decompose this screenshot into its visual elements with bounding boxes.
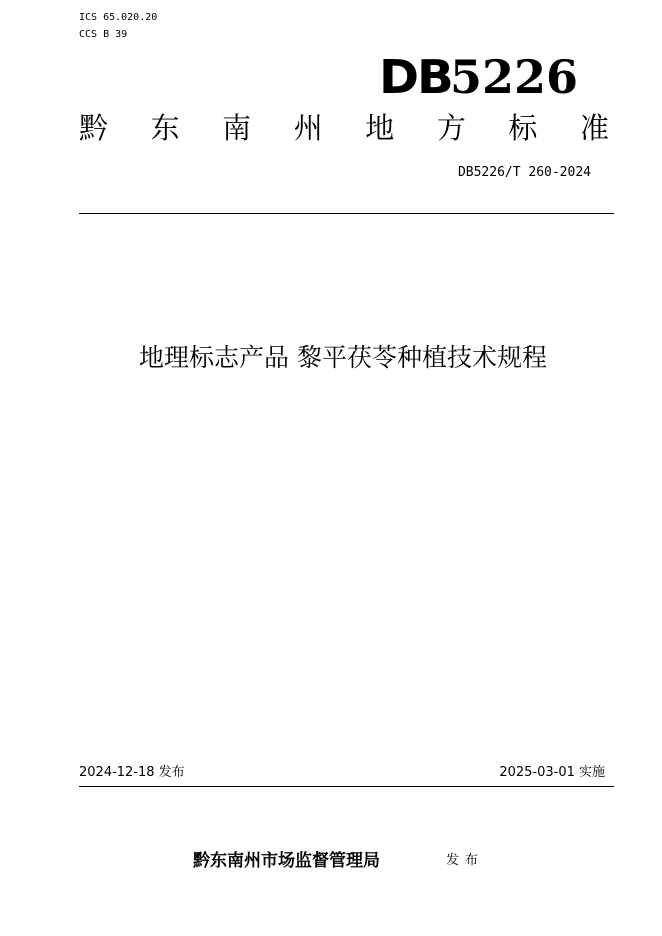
document-title: 地理标志产品 黎平茯苓种植技术规程	[139, 343, 547, 372]
ccs-code: CCS B 39	[79, 29, 128, 40]
standard-number: DB5226/T 260-2024	[457, 165, 591, 180]
logo-number: 5226	[449, 50, 578, 104]
issuer-action: 发布	[446, 853, 485, 868]
standard-title-char: 准	[579, 111, 609, 145]
implement-date: 2025-03-01 实施	[499, 765, 605, 780]
standard-title-char: 黔	[79, 111, 109, 145]
bottom-divider	[79, 786, 614, 787]
standard-title-char: 州	[293, 111, 323, 145]
db-logo	[378, 50, 578, 104]
top-divider	[79, 213, 614, 214]
standard-title-char: 南	[222, 111, 252, 145]
issuer-name: 黔东南州市场监督管理局	[193, 851, 380, 871]
standard-title	[79, 108, 609, 148]
logo-prefix: DB	[378, 50, 452, 104]
publish-date: 2024-12-18 发布	[79, 765, 185, 780]
ics-code: ICS 65.020.20	[79, 12, 158, 23]
standard-title-char: 标	[508, 111, 538, 145]
standard-title-char: 地	[365, 111, 395, 145]
standard-title-char: 东	[150, 111, 180, 145]
standard-title-char: 方	[436, 111, 466, 145]
